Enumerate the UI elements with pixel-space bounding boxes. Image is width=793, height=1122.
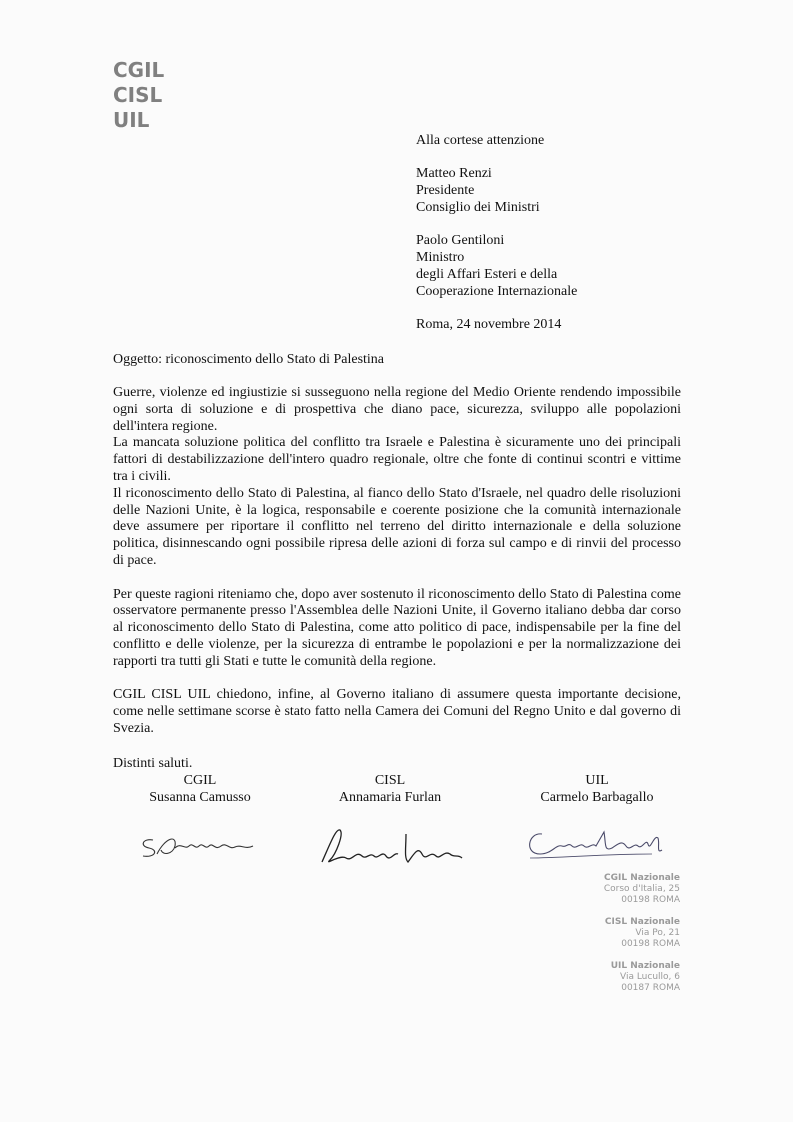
- recipient-1-role: Presidente: [416, 183, 475, 198]
- recipient-1-office: Consiglio dei Ministri: [416, 200, 540, 215]
- address-name: CGIL Nazionale: [604, 873, 680, 883]
- letter-date: Roma, 24 novembre 2014: [416, 317, 562, 332]
- address-street: Via Po, 21: [635, 928, 680, 938]
- recipient-2-office-line-2: Cooperazione Internazionale: [416, 284, 578, 299]
- signatory-org: CISL: [374, 773, 406, 788]
- address-cgil: [480, 873, 680, 906]
- signatory-uil: [497, 772, 697, 874]
- signature-camusso: [100, 824, 300, 874]
- body-paragraph: Guerre, violenze ed ingiustizie si susseguono nella regione del Medio Oriente rendendo impossibile ogni sorta di soluzione e di prospettiva che diano pace, sicurezza, sviluppo alle popolazioni dell'intera regione.: [113, 385, 681, 434]
- body-paragraph: Per queste ragioni riteniamo che, dopo aver sostenuto il riconoscimento dello Stato di Palestina come osservatore permanente presso l'Assemblea delle Nazioni Unite, il Governo italiano debba dar corso al riconoscimento dello Stato di Palestina, come atto politico di pace, indispensabile per la fine del conflitto e delle violenze, per la sicurezza di entrambe le popolazioni e per la normalizzazione dei rapporti tra tutti gli Stati e tutte le comunità della regione.: [113, 586, 681, 669]
- closing-salutation: Distinti saluti.: [113, 756, 193, 771]
- logo-line-cgil: CGIL: [113, 58, 165, 82]
- signatory-cisl: [290, 772, 490, 874]
- address-city: 00198 ROMA: [621, 895, 680, 905]
- address-name: CISL Nazionale: [604, 917, 680, 927]
- address-city: 00198 ROMA: [621, 939, 680, 949]
- recipient-1-name: Matteo Renzi: [416, 166, 492, 181]
- address-city: 00187 ROMA: [621, 983, 680, 993]
- address-uil: [480, 961, 680, 994]
- letter-subject: Oggetto: riconoscimento dello Stato di Palestina: [113, 352, 385, 367]
- logo-line-cisl: CISL: [113, 83, 163, 107]
- recipients-block: [416, 132, 577, 333]
- letterhead-logo: [113, 58, 164, 133]
- body-paragraph: CGIL CISL UIL chiedono, infine, al Governo italiano di assumere questa importante decisione, come nelle settimane scorse è stato fatto nella Camera dei Comuni del Regno Unito e dal governo di Svezia.: [113, 687, 681, 736]
- address-street: Via Lucullo, 6: [619, 972, 680, 982]
- address-footer: [480, 873, 680, 1005]
- signatory-org: UIL: [585, 773, 609, 788]
- body-paragraph: Il riconoscimento dello Stato di Palestina, al fianco dello Stato d'Israele, nel quadro delle risoluzioni delle Nazioni Unite, è la logica, responsabile e coerente posizione che la comunità internazionale deve assumere per riportare il conflitto nel terreno del diritto internazionale e della soluzione politica, disinnescando ogni possibile ripresa delle azioni di forza sul campo e di rinvii del processo di pace.: [113, 485, 681, 568]
- signatory-name: Annamaria Furlan: [338, 790, 442, 805]
- logo-line-uil: UIL: [113, 108, 150, 132]
- signatory-cgil: [100, 772, 300, 874]
- signatory-name: Susanna Camusso: [149, 790, 251, 805]
- address-cisl: [480, 917, 680, 950]
- body-paragraph: La mancata soluzione politica del conflitto tra Israele e Palestina è sicuramente uno dei principali fattori di destabilizzazione dell'intero quadro regionale, oltre che fonte di continui scontri e vittime tra i civili.: [113, 435, 681, 484]
- recipient-2-name: Paolo Gentiloni: [416, 233, 505, 248]
- signature-furlan: [290, 824, 490, 874]
- address-name: UIL Nazionale: [610, 961, 680, 971]
- address-street: Corso d'Italia, 25: [603, 884, 680, 894]
- signatory-name: Carmelo Barbagallo: [540, 790, 654, 805]
- signature-barbagallo: [497, 824, 697, 874]
- recipient-2-role: Ministro: [416, 250, 465, 265]
- attention-line: Alla cortese attenzione: [416, 133, 545, 148]
- recipient-2-office-line-1: degli Affari Esteri e della: [416, 267, 558, 282]
- signatory-org: CGIL: [183, 773, 217, 788]
- letter-body: [113, 385, 681, 738]
